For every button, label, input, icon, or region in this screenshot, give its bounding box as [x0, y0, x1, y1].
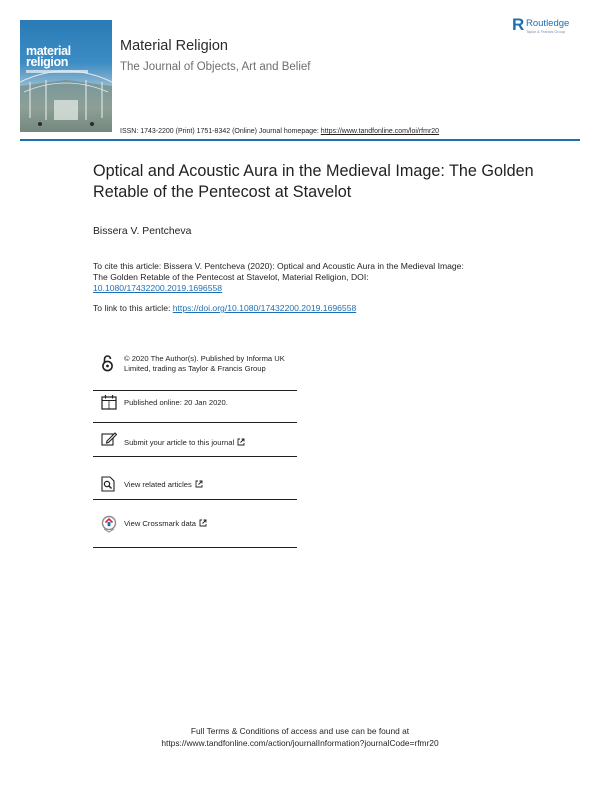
footer-line1: Full Terms & Conditions of access and use can be found at [190, 726, 410, 736]
crossmark-text: View Crossmark data [124, 519, 197, 528]
open-access-text: © 2020 The Author(s). Published by Informa UK Limited, trading as Taylor & Francis Group [124, 354, 285, 373]
citation-doi-link[interactable]: 10.1080/17432200.2019.1696558 [93, 283, 223, 294]
issn-line [120, 128, 439, 135]
cover-title [26, 46, 110, 68]
link-label: To link to this article: [93, 303, 173, 313]
journal-cover-image [20, 20, 112, 132]
article-author: Bissera V. Pentcheva [93, 226, 192, 237]
calendar-icon [101, 394, 117, 415]
issn-text: ISSN: 1743-2200 (Print) 1751-8342 (Online) Journal homepage: [120, 128, 321, 135]
journal-homepage-link[interactable]: https://www.tandfonline.com/loi/rfmr20 [320, 128, 440, 135]
routledge-logo[interactable] [512, 16, 592, 38]
header-divider [20, 139, 580, 141]
external-link-icon [195, 480, 203, 491]
external-link-icon [237, 438, 245, 449]
citation-text: Bissera V. Pentcheva (2020): Optical and Acoustic Aura in the Medieval Image: The Golden Retable of the Pentecost at Stavelot, Material Religion, DOI: [93, 261, 464, 283]
publisher-name: Routledge [526, 18, 570, 29]
cover-divider [26, 70, 88, 73]
citation-label: To cite this article: [93, 261, 162, 271]
cover-artwork [20, 20, 112, 132]
footer-terms-link[interactable]: https://www.tandfonline.com/action/journalInformation?journalCode=rfmr20 [161, 738, 439, 748]
open-access-icon [101, 354, 114, 377]
crossmark-row[interactable] [93, 499, 297, 548]
submit-article-text: Submit your article to this journal [124, 438, 235, 447]
article-doi-link[interactable]: https://doi.org/10.1080/17432200.2019.1696558 [172, 303, 357, 313]
routledge-r-icon: R [512, 15, 525, 34]
footer-terms [0, 725, 600, 749]
crossmark-link[interactable] [124, 519, 207, 530]
related-row[interactable] [93, 456, 297, 500]
submit-row[interactable] [93, 422, 297, 457]
cover-title-line2: religion [26, 55, 68, 69]
related-articles-icon [101, 476, 115, 497]
related-articles-text: View related articles [124, 480, 192, 489]
cover-title-line1: material [26, 44, 71, 58]
article-title: Optical and Acoustic Aura in the Medieval Image: The Golden Retable of the Pentecost at Stavelot [93, 162, 534, 201]
publisher-tagline: Taylor & Francis Group [526, 30, 565, 34]
published-row [93, 390, 297, 423]
open-access-row [93, 346, 297, 391]
submit-article-link[interactable] [124, 438, 245, 449]
published-date: Published online: 20 Jan 2020. [124, 398, 228, 407]
crossmark-icon [101, 515, 117, 538]
article-link-line [93, 303, 356, 313]
citation-block [93, 261, 473, 295]
journal-subtitle: The Journal of Objects, Art and Belief [120, 61, 311, 73]
journal-title: Material Religion [120, 38, 228, 54]
related-articles-link[interactable] [124, 480, 203, 491]
edit-icon [101, 431, 117, 452]
external-link-icon [199, 519, 207, 530]
